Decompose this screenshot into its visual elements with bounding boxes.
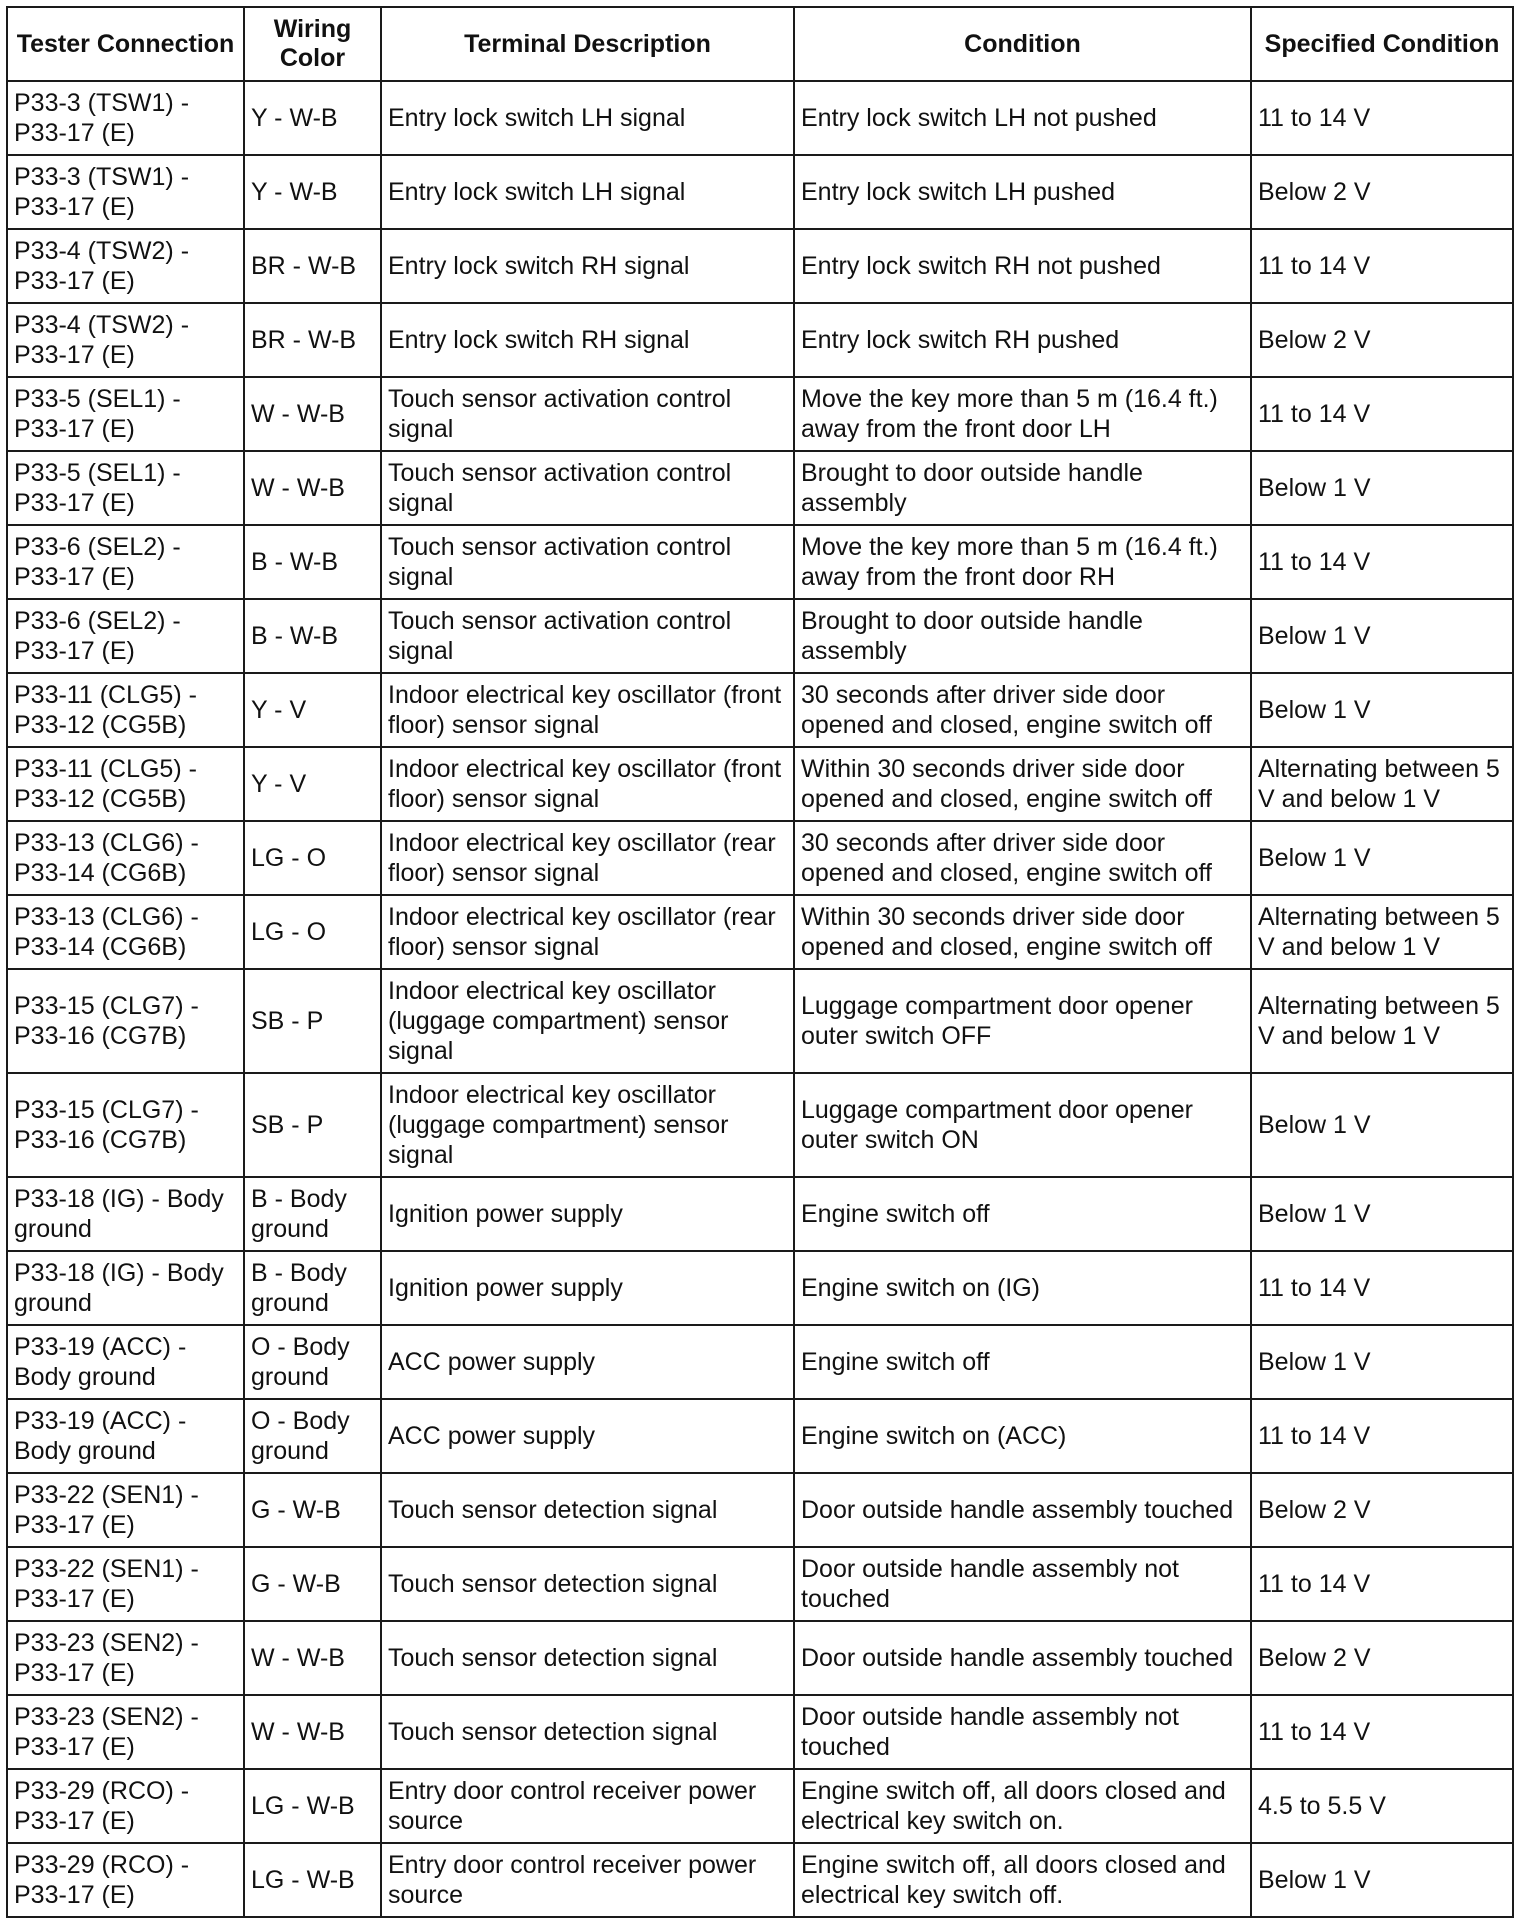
cell-specified-condition: Below 1 V — [1251, 1073, 1513, 1177]
table-row — [7, 303, 1513, 377]
cell-specified-condition: 11 to 14 V — [1251, 229, 1513, 303]
table-row — [7, 895, 1513, 969]
terminal-spec-table — [6, 6, 1514, 1918]
cell-tester-connection: P33-22 (SEN1) - P33-17 (E) — [7, 1547, 244, 1621]
cell-specified-condition: Below 2 V — [1251, 1473, 1513, 1547]
cell-tester-connection: P33-6 (SEL2) - P33-17 (E) — [7, 599, 244, 673]
cell-terminal-description: Entry lock switch LH signal — [381, 81, 794, 155]
cell-tester-connection: P33-5 (SEL1) - P33-17 (E) — [7, 377, 244, 451]
cell-tester-connection: P33-6 (SEL2) - P33-17 (E) — [7, 525, 244, 599]
table-row — [7, 155, 1513, 229]
cell-wiring-color: SB - P — [244, 969, 381, 1073]
cell-terminal-description: Indoor electrical key oscillator (rear floor) sensor signal — [381, 895, 794, 969]
cell-specified-condition: Below 2 V — [1251, 1621, 1513, 1695]
cell-specified-condition: 11 to 14 V — [1251, 1695, 1513, 1769]
cell-condition: Engine switch off — [794, 1177, 1251, 1251]
cell-specified-condition: Alternating between 5 V and below 1 V — [1251, 969, 1513, 1073]
cell-wiring-color: Y - V — [244, 673, 381, 747]
header-tester-connection: Tester Connection — [7, 7, 244, 81]
table-row — [7, 1547, 1513, 1621]
cell-terminal-description: Indoor electrical key oscillator (rear floor) sensor signal — [381, 821, 794, 895]
cell-tester-connection: P33-19 (ACC) - Body ground — [7, 1399, 244, 1473]
cell-condition: Engine switch off, all doors closed and electrical key switch off. — [794, 1843, 1251, 1917]
cell-specified-condition: Below 1 V — [1251, 1843, 1513, 1917]
cell-specified-condition: 11 to 14 V — [1251, 377, 1513, 451]
cell-wiring-color: B - W-B — [244, 599, 381, 673]
cell-condition: Entry lock switch LH not pushed — [794, 81, 1251, 155]
cell-wiring-color: LG - W-B — [244, 1843, 381, 1917]
table-row — [7, 377, 1513, 451]
table-row — [7, 1399, 1513, 1473]
cell-specified-condition: Below 1 V — [1251, 451, 1513, 525]
cell-specified-condition: 11 to 14 V — [1251, 525, 1513, 599]
cell-wiring-color: W - W-B — [244, 451, 381, 525]
cell-specified-condition: 11 to 14 V — [1251, 81, 1513, 155]
cell-condition: Brought to door outside handle assembly — [794, 599, 1251, 673]
cell-condition: Door outside handle assembly touched — [794, 1473, 1251, 1547]
cell-specified-condition: Below 1 V — [1251, 673, 1513, 747]
cell-tester-connection: P33-22 (SEN1) - P33-17 (E) — [7, 1473, 244, 1547]
cell-condition: Brought to door outside handle assembly — [794, 451, 1251, 525]
cell-condition: Entry lock switch RH not pushed — [794, 229, 1251, 303]
header-wiring-color: Wiring Color — [244, 7, 381, 81]
table-row — [7, 747, 1513, 821]
header-specified-condition: Specified Condition — [1251, 7, 1513, 81]
cell-specified-condition: 11 to 14 V — [1251, 1251, 1513, 1325]
table-row — [7, 229, 1513, 303]
cell-terminal-description: Touch sensor detection signal — [381, 1547, 794, 1621]
cell-condition: Move the key more than 5 m (16.4 ft.) away from the front door LH — [794, 377, 1251, 451]
cell-wiring-color: Y - V — [244, 747, 381, 821]
cell-wiring-color: W - W-B — [244, 1621, 381, 1695]
cell-condition: Move the key more than 5 m (16.4 ft.) away from the front door RH — [794, 525, 1251, 599]
cell-condition: Engine switch on (ACC) — [794, 1399, 1251, 1473]
cell-wiring-color: W - W-B — [244, 1695, 381, 1769]
cell-tester-connection: P33-23 (SEN2) - P33-17 (E) — [7, 1695, 244, 1769]
table-row — [7, 969, 1513, 1073]
cell-terminal-description: Indoor electrical key oscillator (luggage compartment) sensor signal — [381, 969, 794, 1073]
cell-tester-connection: P33-19 (ACC) - Body ground — [7, 1325, 244, 1399]
cell-terminal-description: Entry door control receiver power source — [381, 1843, 794, 1917]
cell-wiring-color: Y - W-B — [244, 155, 381, 229]
cell-wiring-color: LG - O — [244, 895, 381, 969]
cell-terminal-description: Touch sensor detection signal — [381, 1473, 794, 1547]
cell-condition: 30 seconds after driver side door opened and closed, engine switch off — [794, 673, 1251, 747]
cell-specified-condition: Below 1 V — [1251, 599, 1513, 673]
cell-tester-connection: P33-29 (RCO) - P33-17 (E) — [7, 1843, 244, 1917]
cell-terminal-description: Indoor electrical key oscillator (front floor) sensor signal — [381, 673, 794, 747]
table-row — [7, 599, 1513, 673]
cell-wiring-color: B - Body ground — [244, 1177, 381, 1251]
table-row — [7, 451, 1513, 525]
table-container — [6, 6, 1514, 1918]
cell-tester-connection: P33-23 (SEN2) - P33-17 (E) — [7, 1621, 244, 1695]
table-row — [7, 1769, 1513, 1843]
cell-wiring-color: LG - W-B — [244, 1769, 381, 1843]
cell-terminal-description: Ignition power supply — [381, 1251, 794, 1325]
cell-tester-connection: P33-13 (CLG6) - P33-14 (CG6B) — [7, 895, 244, 969]
cell-condition: Within 30 seconds driver side door opened and closed, engine switch off — [794, 895, 1251, 969]
cell-specified-condition: 4.5 to 5.5 V — [1251, 1769, 1513, 1843]
cell-tester-connection: P33-3 (TSW1) - P33-17 (E) — [7, 81, 244, 155]
cell-condition: Door outside handle assembly not touched — [794, 1547, 1251, 1621]
table-row — [7, 673, 1513, 747]
table-row — [7, 81, 1513, 155]
cell-condition: Engine switch on (IG) — [794, 1251, 1251, 1325]
cell-specified-condition: Below 1 V — [1251, 821, 1513, 895]
cell-terminal-description: ACC power supply — [381, 1325, 794, 1399]
cell-condition: Within 30 seconds driver side door opened and closed, engine switch off — [794, 747, 1251, 821]
cell-tester-connection: P33-13 (CLG6) - P33-14 (CG6B) — [7, 821, 244, 895]
cell-wiring-color: G - W-B — [244, 1473, 381, 1547]
cell-condition: Door outside handle assembly not touched — [794, 1695, 1251, 1769]
cell-condition: Door outside handle assembly touched — [794, 1621, 1251, 1695]
cell-terminal-description: Touch sensor detection signal — [381, 1695, 794, 1769]
cell-terminal-description: Entry lock switch RH signal — [381, 303, 794, 377]
table-row — [7, 525, 1513, 599]
cell-condition: Luggage compartment door opener outer switch ON — [794, 1073, 1251, 1177]
cell-tester-connection: P33-18 (IG) - Body ground — [7, 1251, 244, 1325]
cell-wiring-color: O - Body ground — [244, 1325, 381, 1399]
table-row — [7, 1251, 1513, 1325]
cell-specified-condition: 11 to 14 V — [1251, 1547, 1513, 1621]
cell-terminal-description: ACC power supply — [381, 1399, 794, 1473]
cell-terminal-description: Entry door control receiver power source — [381, 1769, 794, 1843]
cell-specified-condition: Below 2 V — [1251, 155, 1513, 229]
cell-tester-connection: P33-18 (IG) - Body ground — [7, 1177, 244, 1251]
cell-terminal-description: Ignition power supply — [381, 1177, 794, 1251]
cell-terminal-description: Touch sensor activation control signal — [381, 451, 794, 525]
table-row — [7, 1073, 1513, 1177]
cell-specified-condition: Below 2 V — [1251, 303, 1513, 377]
cell-specified-condition: 11 to 14 V — [1251, 1399, 1513, 1473]
table-row — [7, 1695, 1513, 1769]
cell-wiring-color: BR - W-B — [244, 229, 381, 303]
cell-condition: Entry lock switch LH pushed — [794, 155, 1251, 229]
cell-tester-connection: P33-29 (RCO) - P33-17 (E) — [7, 1769, 244, 1843]
cell-wiring-color: B - W-B — [244, 525, 381, 599]
cell-terminal-description: Indoor electrical key oscillator (luggage compartment) sensor signal — [381, 1073, 794, 1177]
cell-specified-condition: Alternating between 5 V and below 1 V — [1251, 747, 1513, 821]
cell-wiring-color: O - Body ground — [244, 1399, 381, 1473]
cell-specified-condition: Below 1 V — [1251, 1325, 1513, 1399]
cell-tester-connection: P33-5 (SEL1) - P33-17 (E) — [7, 451, 244, 525]
table-row — [7, 1325, 1513, 1399]
cell-terminal-description: Touch sensor activation control signal — [381, 599, 794, 673]
cell-condition: Luggage compartment door opener outer switch OFF — [794, 969, 1251, 1073]
cell-tester-connection: P33-15 (CLG7) - P33-16 (CG7B) — [7, 969, 244, 1073]
table-row — [7, 1473, 1513, 1547]
table-row — [7, 1621, 1513, 1695]
cell-condition: Entry lock switch RH pushed — [794, 303, 1251, 377]
header-row — [7, 7, 1513, 81]
cell-tester-connection: P33-11 (CLG5) - P33-12 (CG5B) — [7, 673, 244, 747]
cell-condition: 30 seconds after driver side door opened and closed, engine switch off — [794, 821, 1251, 895]
cell-tester-connection: P33-11 (CLG5) - P33-12 (CG5B) — [7, 747, 244, 821]
cell-terminal-description: Entry lock switch RH signal — [381, 229, 794, 303]
cell-tester-connection: P33-3 (TSW1) - P33-17 (E) — [7, 155, 244, 229]
cell-condition: Engine switch off, all doors closed and electrical key switch on. — [794, 1769, 1251, 1843]
table-row — [7, 821, 1513, 895]
cell-tester-connection: P33-15 (CLG7) - P33-16 (CG7B) — [7, 1073, 244, 1177]
cell-terminal-description: Touch sensor activation control signal — [381, 525, 794, 599]
cell-condition: Engine switch off — [794, 1325, 1251, 1399]
cell-terminal-description: Indoor electrical key oscillator (front floor) sensor signal — [381, 747, 794, 821]
cell-wiring-color: BR - W-B — [244, 303, 381, 377]
cell-tester-connection: P33-4 (TSW2) - P33-17 (E) — [7, 303, 244, 377]
header-condition: Condition — [794, 7, 1251, 81]
cell-wiring-color: G - W-B — [244, 1547, 381, 1621]
table-row — [7, 1177, 1513, 1251]
header-terminal-description: Terminal Description — [381, 7, 794, 81]
cell-wiring-color: W - W-B — [244, 377, 381, 451]
table-row — [7, 1843, 1513, 1917]
cell-wiring-color: B - Body ground — [244, 1251, 381, 1325]
cell-terminal-description: Entry lock switch LH signal — [381, 155, 794, 229]
cell-specified-condition: Alternating between 5 V and below 1 V — [1251, 895, 1513, 969]
cell-specified-condition: Below 1 V — [1251, 1177, 1513, 1251]
cell-terminal-description: Touch sensor detection signal — [381, 1621, 794, 1695]
cell-wiring-color: SB - P — [244, 1073, 381, 1177]
cell-wiring-color: Y - W-B — [244, 81, 381, 155]
cell-wiring-color: LG - O — [244, 821, 381, 895]
cell-tester-connection: P33-4 (TSW2) - P33-17 (E) — [7, 229, 244, 303]
cell-terminal-description: Touch sensor activation control signal — [381, 377, 794, 451]
